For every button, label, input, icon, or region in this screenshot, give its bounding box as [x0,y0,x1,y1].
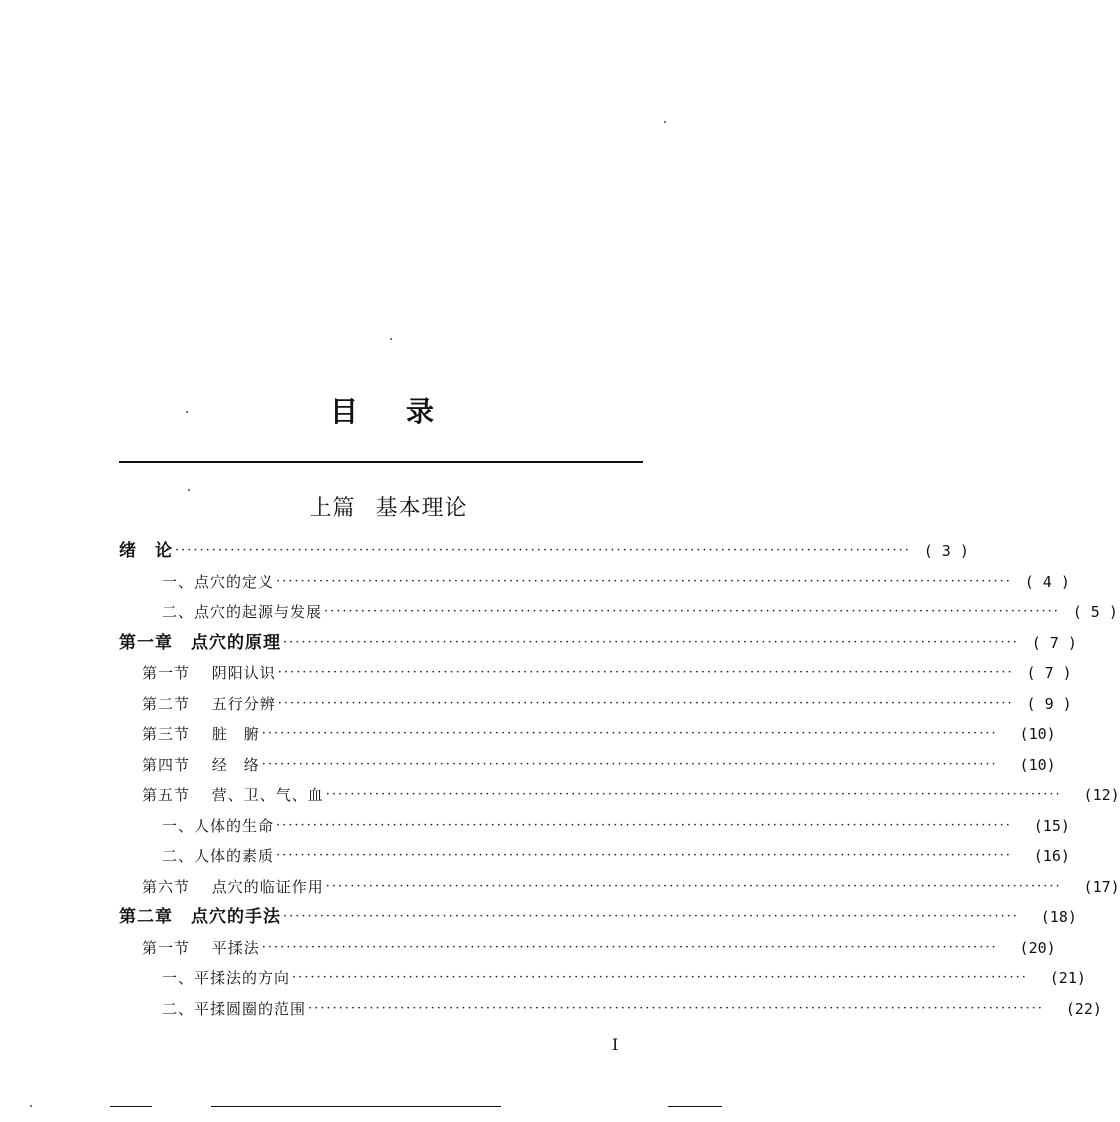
part-subtitle: 基本理论 [375,496,468,521]
toc-entry-label: 第一节 阴阳认识 [142,664,276,682]
title-char-1: 目 [330,395,359,428]
toc-entry-label: 第四节 经 络 [142,755,260,774]
toc-entry-label: 一、点穴的定义 [162,572,275,591]
scan-speck [390,338,392,340]
toc-entry-label: 第一章 点穴的原理 [119,632,281,653]
toc-page-number: ( 5 ) [1072,603,1118,621]
scan-speck [664,121,666,123]
toc-row-chapter [119,628,1077,658]
toc-row-section [142,750,1056,780]
toc-page-number: (20) [1019,938,1056,957]
page-folio: I [612,1035,619,1054]
part-name: 上篇 [309,496,356,521]
title-char-2: 录 [406,395,435,428]
toc-row-item [162,597,1118,627]
toc-page-number: (15) [1033,816,1070,835]
toc-leader-dots: ························································································································ [308,1000,1044,1016]
toc-page-number: ( 7 ) [1031,633,1077,652]
toc-entry-label: 第一节 平揉法 [142,938,260,957]
toc-leader-dots: ························································································································ [325,787,1062,802]
part-heading [0,494,777,524]
toc-leader-dots: ························································································································ [324,604,1060,619]
toc-entry-label: 绪 论 [119,541,173,561]
toc-leader-dots: ························································································································ [175,543,911,558]
toc-page-number: (18) [1040,908,1077,926]
toc-page-number: (21) [1049,969,1086,987]
toc-entry-label: 二、人体的素质 [162,847,275,865]
toc-entry-label: 第二章 点穴的手法 [119,907,281,927]
toc-page-number: (10) [1019,755,1056,774]
toc-row-section [142,933,1056,963]
toc-page-number: ( 3 ) [923,542,969,560]
toc-leader-dots: ························································································································ [283,909,1019,924]
toc-leader-dots: ························································································································ [261,939,998,955]
scan-speck [188,489,190,491]
toc-entry-label: 第二节 五行分辨 [142,694,276,713]
toc-leader-dots: ························································································································ [276,573,1012,589]
toc-row-section [142,658,1072,688]
toc-entry-label: 二、点穴的起源与发展 [162,603,323,621]
toc-row-item [162,841,1070,871]
toc-page-number: (10) [1019,725,1056,743]
toc-leader-dots: ························································································································ [283,634,1019,650]
bottom-rule-right [668,1106,722,1107]
toc-page-number: (16) [1033,847,1070,865]
toc-row-section [142,719,1056,749]
toc-page-number: (17) [1083,877,1120,896]
toc-entry-label: 第六节 点穴的临证作用 [142,877,324,896]
toc-entry-label: 一、人体的生命 [162,816,275,835]
bottom-rule-middle [211,1106,501,1107]
page-title [0,392,777,432]
toc-page-number: ( 9 ) [1026,694,1072,713]
toc-leader-dots: ························································································································ [292,970,1028,985]
toc-entry-label: 一、平揉法的方向 [162,969,291,987]
toc-leader-dots: ························································································································ [277,695,1014,711]
title-divider [119,461,643,463]
toc-row-item [162,567,1070,597]
toc-row-item [162,994,1102,1024]
toc-row-item [162,811,1070,841]
toc-row-section [142,872,1120,902]
toc-entry-label: 二、平揉圆圈的范围 [162,999,307,1018]
toc-leader-dots: ························································································································ [325,878,1062,894]
toc-page-number: (12) [1083,786,1120,804]
toc-leader-dots: ························································································································ [276,848,1012,863]
toc-row-section [142,689,1072,719]
toc-row-item [162,963,1086,993]
toc-entry-label: 第五节 营、卫、气、血 [142,786,324,804]
bottom-rule-left [110,1106,152,1107]
toc-row-section [142,780,1120,810]
toc-leader-dots: ························································································································ [276,817,1012,833]
scan-speck [30,1105,32,1107]
scan-speck [186,411,188,413]
toc-page-number: (22) [1065,999,1102,1018]
toc-entry-label: 第三节 脏 腑 [142,725,260,743]
toc-row-chapter [119,902,1077,932]
toc-page-number: ( 4 ) [1024,572,1070,591]
toc-leader-dots: ························································································································ [261,726,998,741]
toc-leader-dots: ························································································································ [261,756,998,772]
toc-row-chapter [119,536,969,566]
toc-page-number: ( 7 ) [1026,664,1072,682]
toc-leader-dots: ························································································································ [277,665,1014,680]
